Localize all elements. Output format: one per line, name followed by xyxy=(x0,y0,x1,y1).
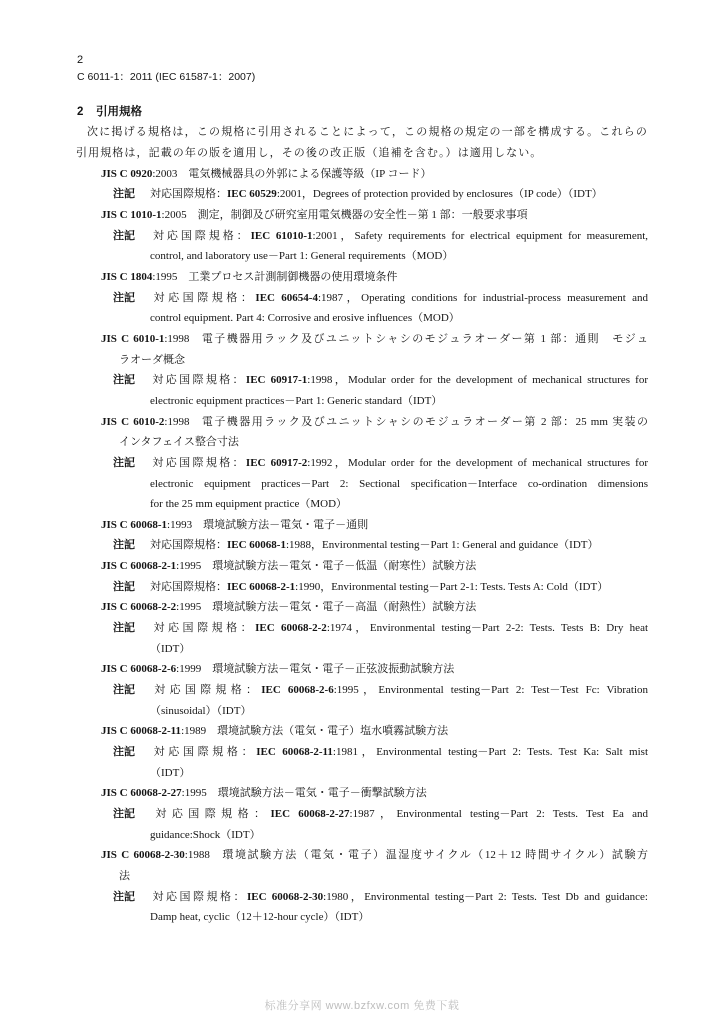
note-line xyxy=(113,226,648,247)
jis-year: :1998 xyxy=(164,332,190,345)
reference-entry xyxy=(0,412,724,515)
jis-code: JIS C 60068-2-6 xyxy=(101,663,177,676)
note-prefix: 対応国際規格： xyxy=(150,808,271,820)
iec-code: IEC 60068-2-2 xyxy=(255,622,327,635)
iec-year: :1992 xyxy=(307,456,333,469)
note-label: 注記 xyxy=(113,622,135,635)
note-text-continuation: Damp heat, cyclic（12＋12-hour cycle）（IDT） xyxy=(150,911,370,924)
intro-line: 引用規格は，記載の年の版を適用し，その後の改正版（追補を含む。）は適用しない。 xyxy=(76,147,543,159)
iec-code: IEC 60068-2-27 xyxy=(270,808,350,820)
jis-code: JIS C 1804 xyxy=(101,270,153,283)
note-line xyxy=(113,184,648,205)
jis-year: :1995 xyxy=(176,560,202,573)
note-text-continuation: control, and laboratory use－Part 1: General requirements（MOD） xyxy=(150,250,454,263)
jis-code: JIS C 6010-1 xyxy=(101,332,165,345)
jis-title: 電子機器用ラック及びユニットシャシのモジュラオーダー第 2 部：25 mm 実装の xyxy=(200,415,648,428)
intro-paragraph xyxy=(0,122,724,163)
note-label: 注記 xyxy=(113,539,135,552)
note-label: 注記 xyxy=(113,580,135,593)
note-prefix: 対応国際規格： xyxy=(150,746,257,759)
iec-code: IEC 60917-2 xyxy=(245,456,308,469)
note-text: ，Safety requirements for electrical equipment for measurement, xyxy=(337,229,649,242)
iec-year: :1990 xyxy=(295,580,321,593)
iec-code: IEC 60068-2-1 xyxy=(227,580,296,593)
note-line xyxy=(113,680,648,701)
note-prefix: 対応国際規格： xyxy=(150,456,246,469)
reference-entry xyxy=(0,515,724,556)
note-text: ，Environmental testing－Part 2: Tests. Test Ea and xyxy=(374,808,649,820)
iec-code: IEC 61010-1 xyxy=(250,229,313,242)
jis-code: JIS C 60068-2-2 xyxy=(101,601,177,614)
note-label: 注記 xyxy=(113,808,135,820)
note-text: ，Environmental testing－Part 2: Test－Test Fc: Vibration xyxy=(358,684,649,697)
note-prefix: 対応国際規格： xyxy=(150,188,227,201)
reference-entry xyxy=(0,845,724,928)
note-text-continuation: for the 25 mm equipment practice（MOD） xyxy=(150,498,348,511)
note-line xyxy=(113,535,648,556)
note-text: ，Environmental testing－Part 2: Tests. Test Ka: Salt mist xyxy=(357,746,649,759)
note-label: 注記 xyxy=(113,188,135,201)
note-label: 注記 xyxy=(113,374,135,387)
reference-entry xyxy=(0,267,724,329)
jis-code: JIS C 60068-2-1 xyxy=(101,560,177,573)
note-line xyxy=(113,618,648,639)
note-text-continuation: guidance:Shock（IDT） xyxy=(150,828,261,841)
jis-year: :1995 xyxy=(176,601,202,614)
jis-reference-line xyxy=(101,597,648,618)
jis-year: :1995 xyxy=(181,787,207,800)
iec-year: :1998 xyxy=(307,374,333,387)
note-text: ，Modular order for the development of mechanical structures for xyxy=(332,374,648,387)
iec-code: IEC 60068-2-6 xyxy=(261,684,334,697)
note-text-continuation: electronic equipment practices－Part 2: Sectional specification－Interface co-ordination dimensions xyxy=(150,477,648,490)
section-heading xyxy=(77,102,724,123)
iec-year: :1987 xyxy=(349,808,375,820)
note-text: ，Modular order for the development of mechanical structures for xyxy=(332,456,648,469)
note-line xyxy=(113,453,648,474)
iec-year: :1987 xyxy=(317,291,344,304)
reference-entry xyxy=(0,783,724,845)
jis-year: :1993 xyxy=(167,518,193,531)
jis-title-continuation: ラオーダ概念 xyxy=(119,353,185,366)
jis-title: 工業プロセス計測制御機器の使用環境条件 xyxy=(188,270,398,283)
iec-year: :1988 xyxy=(285,539,312,552)
reference-entry xyxy=(0,597,724,659)
reference-entry xyxy=(0,659,724,721)
note-prefix: 対応国際規格： xyxy=(150,374,246,387)
jis-code: JIS C 60068-2-27 xyxy=(101,787,182,800)
jis-title: 測定，制御及び研究室用電気機器の安全性－第 1 部：一般要求事項 xyxy=(197,208,528,221)
note-prefix: 対応国際規格： xyxy=(150,291,256,304)
jis-reference-line xyxy=(101,164,648,185)
intro-line: 次に掲げる規格は，この規格に引用されることによって，この規格の規定の一部を構成する。これらの xyxy=(87,126,648,139)
jis-reference-line xyxy=(101,659,648,680)
jis-title: 環境試験方法－電気・電子－衝撃試験方法 xyxy=(217,787,427,800)
jis-title: 環境試験方法（電気・電子）温湿度サイクル（12＋12 時間サイクル）試験方 xyxy=(220,849,649,862)
jis-code: JIS C 60068-2-11 xyxy=(101,725,182,738)
note-label: 注記 xyxy=(113,291,135,304)
jis-code: JIS C 6010-2 xyxy=(101,415,165,428)
note-label: 注記 xyxy=(113,746,135,759)
iec-year: :2001 xyxy=(276,188,302,201)
section-title: 引用規格 xyxy=(96,105,142,118)
iec-year: :2001 xyxy=(312,229,338,242)
iec-code: IEC 60654-4 xyxy=(255,291,318,304)
jis-reference-line xyxy=(101,556,648,577)
note-prefix: 対応国際規格： xyxy=(150,580,227,593)
note-line xyxy=(113,742,648,763)
note-text: ，Environmental testing－Part 2: Tests. Test Db and guidance: xyxy=(348,890,648,903)
reference-entry xyxy=(0,556,724,597)
jis-year: :1989 xyxy=(181,725,207,738)
note-text-continuation: electronic equipment practices－Part 1: Generic standard（IDT） xyxy=(150,394,443,407)
note-prefix: 対応国際規格： xyxy=(150,622,256,635)
page-number: 2 xyxy=(77,54,84,66)
jis-year: :1998 xyxy=(164,415,190,428)
jis-title: 環境試験方法－電気・電子－低温（耐寒性）試験方法 xyxy=(212,560,477,573)
jis-reference-line xyxy=(101,267,648,288)
note-label: 注記 xyxy=(113,890,135,903)
jis-title: 環境試験方法（電気・電子）塩水噴霧試験方法 xyxy=(217,725,449,738)
note-text: ，Operating conditions for industrial-process measurement and xyxy=(343,291,648,304)
jis-reference-line xyxy=(101,783,648,804)
jis-code: JIS C 60068-2-30 xyxy=(101,849,185,862)
note-prefix: 対応国際規格： xyxy=(150,539,227,552)
reference-entry xyxy=(0,164,724,205)
jis-title-continuation: インタフェイス整合寸法 xyxy=(119,436,239,449)
note-line xyxy=(113,288,648,309)
iec-year: :1980 xyxy=(323,890,349,903)
jis-year: :1999 xyxy=(176,663,202,676)
note-prefix: 対応国際規格： xyxy=(150,229,251,242)
standard-code-header: C 6011-1：2011 (IEC 61587-1：2007) xyxy=(77,71,256,83)
jis-reference-line xyxy=(101,412,648,433)
note-line xyxy=(113,804,648,825)
watermark: 标准分享网 www.bzfxw.com 免费下载 xyxy=(264,1000,460,1012)
reference-entry xyxy=(0,329,724,412)
jis-reference-line xyxy=(101,721,648,742)
jis-reference-line xyxy=(101,329,648,350)
note-text: ，Degrees of protection provided by enclosures（IP code）（IDT） xyxy=(301,188,603,201)
reference-entry xyxy=(0,205,724,267)
jis-title-continuation: 法 xyxy=(119,869,130,882)
note-text: ，Environmental testing－Part 2-1: Tests. Tests A: Cold（IDT） xyxy=(320,580,609,593)
jis-code: JIS C 60068-1 xyxy=(101,518,168,531)
note-text-continuation: （sinusoidal）（IDT） xyxy=(150,704,252,717)
jis-code: JIS C 1010-1 xyxy=(101,208,162,221)
jis-reference-line xyxy=(101,515,648,536)
note-label: 注記 xyxy=(113,684,135,697)
jis-year: :2003 xyxy=(152,167,178,180)
iec-code: IEC 60068-2-11 xyxy=(256,746,333,759)
section-number: 2 xyxy=(77,105,84,118)
jis-reference-line xyxy=(101,205,648,226)
note-text-continuation: control equipment. Part 4: Corrosive and erosive influences（MOD） xyxy=(150,312,460,325)
note-text: ，Environmental testing－Part 2-2: Tests. Tests B: Dry heat xyxy=(351,622,649,635)
body-text xyxy=(0,102,724,928)
jis-reference-line xyxy=(101,845,648,866)
note-label: 注記 xyxy=(113,456,135,469)
iec-code: IEC 60917-1 xyxy=(245,374,308,387)
note-prefix: 対応国際規格： xyxy=(150,684,262,697)
iec-year: :1981 xyxy=(332,746,358,759)
iec-code: IEC 60068-2-30 xyxy=(247,890,324,903)
iec-code: IEC 60529 xyxy=(227,188,277,201)
jis-title: 環境試験方法－電気・電子－通則 xyxy=(203,518,369,531)
note-text-continuation: （IDT） xyxy=(150,766,191,779)
jis-title: 環境試験方法－電気・電子－高温（耐熱性）試験方法 xyxy=(212,601,477,614)
note-label: 注記 xyxy=(113,229,135,242)
note-text: ，Environmental testing－Part 1: General and guidance（IDT） xyxy=(311,539,599,552)
iec-year: :1995 xyxy=(333,684,359,697)
note-text-continuation: （IDT） xyxy=(150,642,191,655)
note-prefix: 対応国際規格： xyxy=(150,890,247,903)
jis-title: 環境試験方法－電気・電子－正弦波振動試験方法 xyxy=(212,663,455,676)
jis-title: 電気機械器具の外郭による保護等級（IP コード） xyxy=(188,167,432,180)
jis-title: 電子機器用ラック及びユニットシャシのモジュラオーダー第 1 部：通則 モジュ xyxy=(200,332,648,345)
jis-year: :1988 xyxy=(184,849,210,862)
note-line xyxy=(113,887,648,908)
note-line xyxy=(113,577,648,598)
jis-code: JIS C 0920 xyxy=(101,167,153,180)
reference-entry xyxy=(0,721,724,783)
note-line xyxy=(113,370,648,391)
jis-year: :1995 xyxy=(152,270,178,283)
jis-year: :2005 xyxy=(161,208,187,221)
iec-code: IEC 60068-1 xyxy=(227,539,286,552)
reference-list xyxy=(0,164,724,928)
iec-year: :1974 xyxy=(326,622,352,635)
